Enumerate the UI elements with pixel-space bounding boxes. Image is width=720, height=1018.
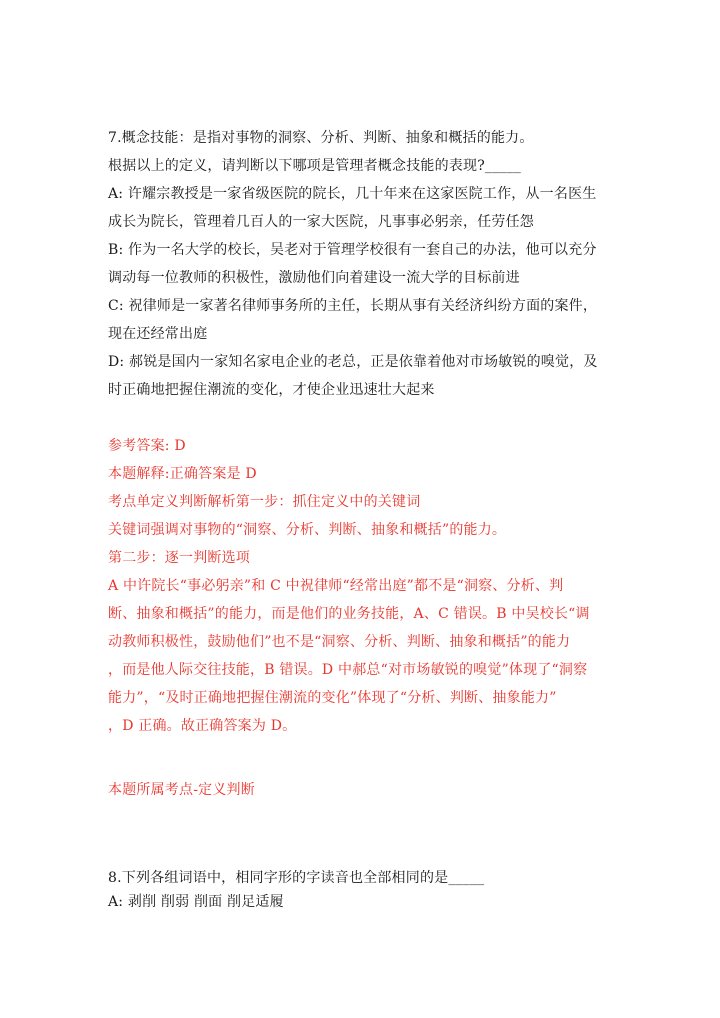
option-b-line-2: 调动每一位教师的积极性，激励他们向着建设一流大学的目标前进: [108, 270, 520, 286]
topic-label: 本题所属考点-定义判断: [108, 782, 255, 798]
explanation-line-5: 能力”，“及时正确地把握住潮流的变化”体现了“分析、判断、抽象能力”: [108, 690, 557, 706]
option-d-line-1: D: 郝锐是国内一家知名家电企业的老总，正是依靠着他对市场敏锐的嗅觉，及: [108, 354, 598, 370]
explanation-line-3: 动教师积极性，鼓励他们”也不是“洞察、分析、判断、抽象和概括”的能力: [108, 634, 571, 650]
question-7-stem: 7.概念技能：是指对事物的洞察、分析、判断、抽象和概括的能力。: [108, 130, 534, 146]
explanation-line-4: ，而是他人际交往技能，B 错误。D 中郝总“对市场敏锐的嗅觉”体现了“洞察: [108, 662, 588, 678]
question-8-option-a: A: 剥削 削弱 削面 削足适履: [108, 894, 284, 910]
option-a-line-2: 成长为院长，管理着几百人的一家大医院，凡事事必躬亲，任劳任怨: [108, 214, 534, 230]
reference-answer: 参考答案: D: [108, 438, 186, 454]
option-a-line-1: A: 许耀宗教授是一家省级医院的院长，几十年来在这家医院工作，从一名医生: [108, 186, 597, 202]
question-7-prompt: 根据以上的定义，请判断以下哪项是管理者概念技能的表现?_____: [108, 158, 521, 174]
explanation-line-1: A 中许院长“事必躬亲”和 C 中祝律师“经常出庭”都不是“洞察、分析、判: [108, 578, 564, 594]
explanation-line-2: 断、抽象和概括”的能力，而是他们的业务技能，A、C 错误。B 中吴校长“调: [108, 606, 590, 622]
question-8-stem: 8.下列各组词语中，相同字形的字读音也全部相同的是_____: [108, 870, 485, 886]
explanation-line-6: ，D 正确。故正确答案为 D。: [108, 718, 297, 734]
option-c-line-1: C: 祝律师是一家著名律师事务所的主任，长期从事有关经济纠纷方面的案件，: [108, 298, 598, 314]
option-b-line-1: B: 作为一名大学的校长，吴老对于管理学校很有一套自己的办法，他可以充分: [108, 242, 597, 258]
explanation-step-2: 第二步：逐一判断选项: [108, 550, 250, 566]
option-c-line-2: 现在还经常出庭: [108, 326, 208, 342]
option-d-line-2: 时正确地把握住潮流的变化，才使企业迅速壮大起来: [108, 382, 435, 398]
explanation-keywords: 关键词强调对事物的“洞察、分析、判断、抽象和概括”的能力。: [108, 522, 507, 538]
explanation-step-1: 考点单定义判断解析第一步：抓住定义中的关键词: [108, 494, 421, 510]
explanation-answer: 本题解释:正确答案是 D: [108, 466, 257, 482]
